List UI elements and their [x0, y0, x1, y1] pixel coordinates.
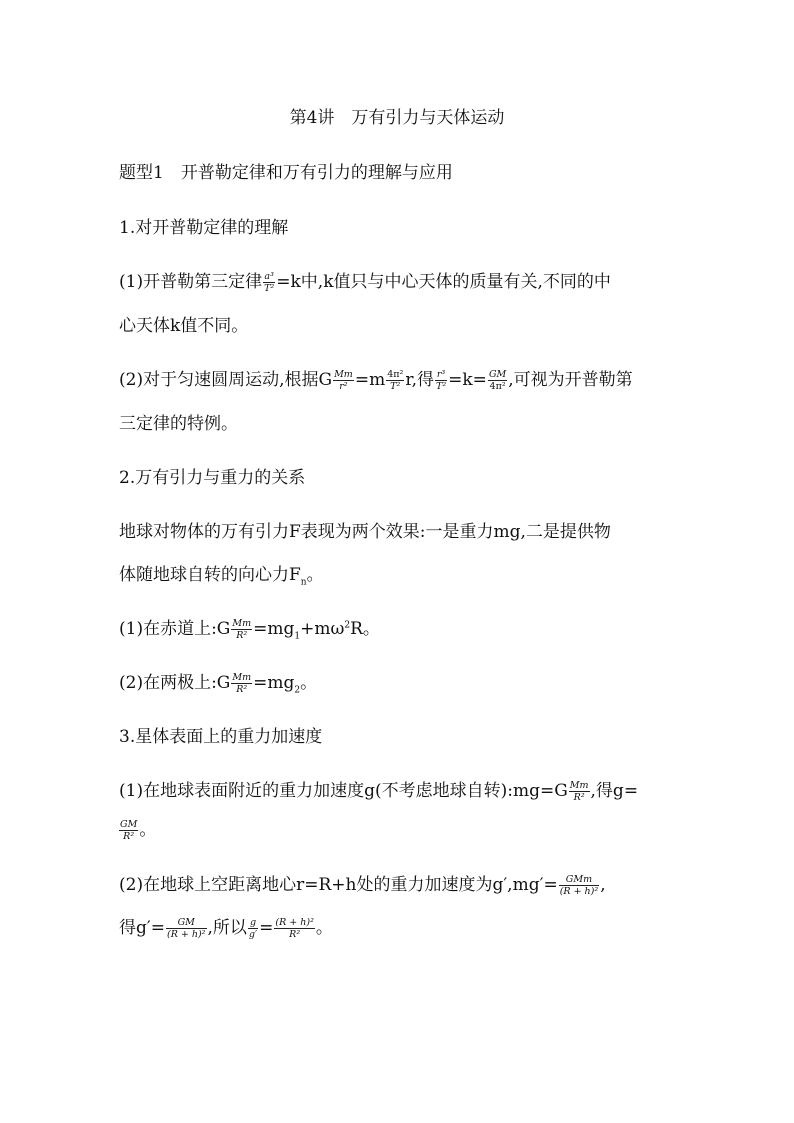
- section-heading: 题型1 开普勒定律和万有引力的理解与应用: [119, 163, 453, 183]
- paragraph-kepler-third-law-cont: 心天体k值不同。: [119, 316, 249, 336]
- fraction-gmm-over-rh2: $\frac{\text{GMm}}{\text{(R + h)²}}$: [559, 874, 599, 897]
- text: =mg: [253, 673, 295, 693]
- fraction-r3-over-t2: $\frac{\text{r³}}{\text{T²}}$: [435, 369, 447, 392]
- paragraph-two-effects-cont: [119, 563, 754, 587]
- text: R。: [350, 619, 380, 639]
- text: =mg: [253, 619, 295, 639]
- text: 。: [315, 918, 333, 938]
- subscript: n: [300, 577, 307, 588]
- text: 得g′=: [119, 918, 165, 938]
- text: (2)对于匀速圆周运动,根据G: [119, 370, 333, 390]
- heading-kepler: 1.对开普勒定律的理解: [119, 218, 289, 238]
- text: =k=: [448, 370, 487, 390]
- fraction-rh2-over-R2: $\frac{\text{(R + h)²}}{\text{R²}}$: [275, 917, 314, 940]
- fraction-mm-over-R2: $\frac{Mm}{\text{R²}}$: [232, 618, 252, 641]
- text: 。: [300, 673, 318, 693]
- text: ,: [600, 875, 606, 895]
- fraction-gm-over-rh2: $\frac{GM}{\text{(R + h)²}}$: [167, 917, 206, 940]
- fraction-gm-over-4pi2: $\frac{GM}{\text{4π²}}$: [488, 369, 507, 392]
- text: (2)在两极上:G: [119, 673, 231, 693]
- subscript: 1: [294, 631, 301, 642]
- paragraph-uniform-circular-motion: [119, 368, 754, 392]
- text: ,可视为开普勒第: [508, 370, 633, 390]
- text: +mω: [300, 619, 345, 639]
- fraction-g-over-gprime: $\frac{g}{g'}$: [248, 917, 258, 940]
- text: ,得g=: [590, 781, 639, 801]
- fraction-gm-over-R2: $\frac{GM}{\text{R²}}$: [120, 819, 138, 842]
- paragraph-two-effects: 地球对物体的万有引力F表现为两个效果:一是重力mg,二是提供物: [119, 522, 611, 542]
- text: (1)开普勒第三定律: [119, 272, 263, 292]
- text: 。: [139, 820, 157, 840]
- paragraph-kepler-third-law: [119, 270, 754, 294]
- paragraph-equator: [119, 617, 754, 641]
- text: r,得: [405, 370, 434, 390]
- subscript: 2: [294, 685, 301, 696]
- text: =: [259, 918, 274, 938]
- fraction-mm-over-r2: $\frac{Mm}{\text{r²}}$: [334, 369, 353, 392]
- heading-gravity-relation: 2.万有引力与重力的关系: [119, 468, 306, 488]
- text: (1)在地球表面附近的重力加速度g(不考虑地球自转):mg=G: [119, 781, 568, 801]
- paragraph-altitude-gravity-cont: [119, 916, 754, 940]
- text: 。: [306, 565, 324, 585]
- text: (2)在地球上空距离地心r=R+h处的重力加速度为g′,mg′=: [119, 875, 558, 895]
- heading-surface-gravity: 3.星体表面上的重力加速度: [119, 727, 323, 747]
- paragraph-altitude-gravity: [119, 873, 754, 897]
- text: 体随地球自转的向心力F: [119, 565, 301, 585]
- fraction-mm-over-R2: $\frac{Mm}{\text{R²}}$: [569, 780, 589, 803]
- text: ,所以: [207, 918, 247, 938]
- superscript: 2: [344, 620, 351, 631]
- text: =m: [354, 370, 386, 390]
- paragraph-surface-gravity-cont: [119, 818, 754, 842]
- fraction-4pi2-over-t2: $\frac{\text{4π²}}{\text{T²}}$: [387, 369, 404, 392]
- fraction-a3-over-t2: $\frac{\text{a³}}{\text{T²}}$: [264, 271, 275, 294]
- text: (1)在赤道上:G: [119, 619, 231, 639]
- paragraph-uniform-circular-motion-cont: 三定律的特例。: [119, 414, 238, 434]
- fraction-mm-over-R2: $\frac{Mm}{\text{R²}}$: [232, 672, 252, 695]
- text: =k中,k值只与中心天体的质量有关,不同的中: [276, 272, 611, 292]
- paragraph-poles: [119, 671, 754, 695]
- page-title: 第4讲 万有引力与天体运动: [289, 108, 505, 128]
- paragraph-surface-gravity: [119, 779, 754, 803]
